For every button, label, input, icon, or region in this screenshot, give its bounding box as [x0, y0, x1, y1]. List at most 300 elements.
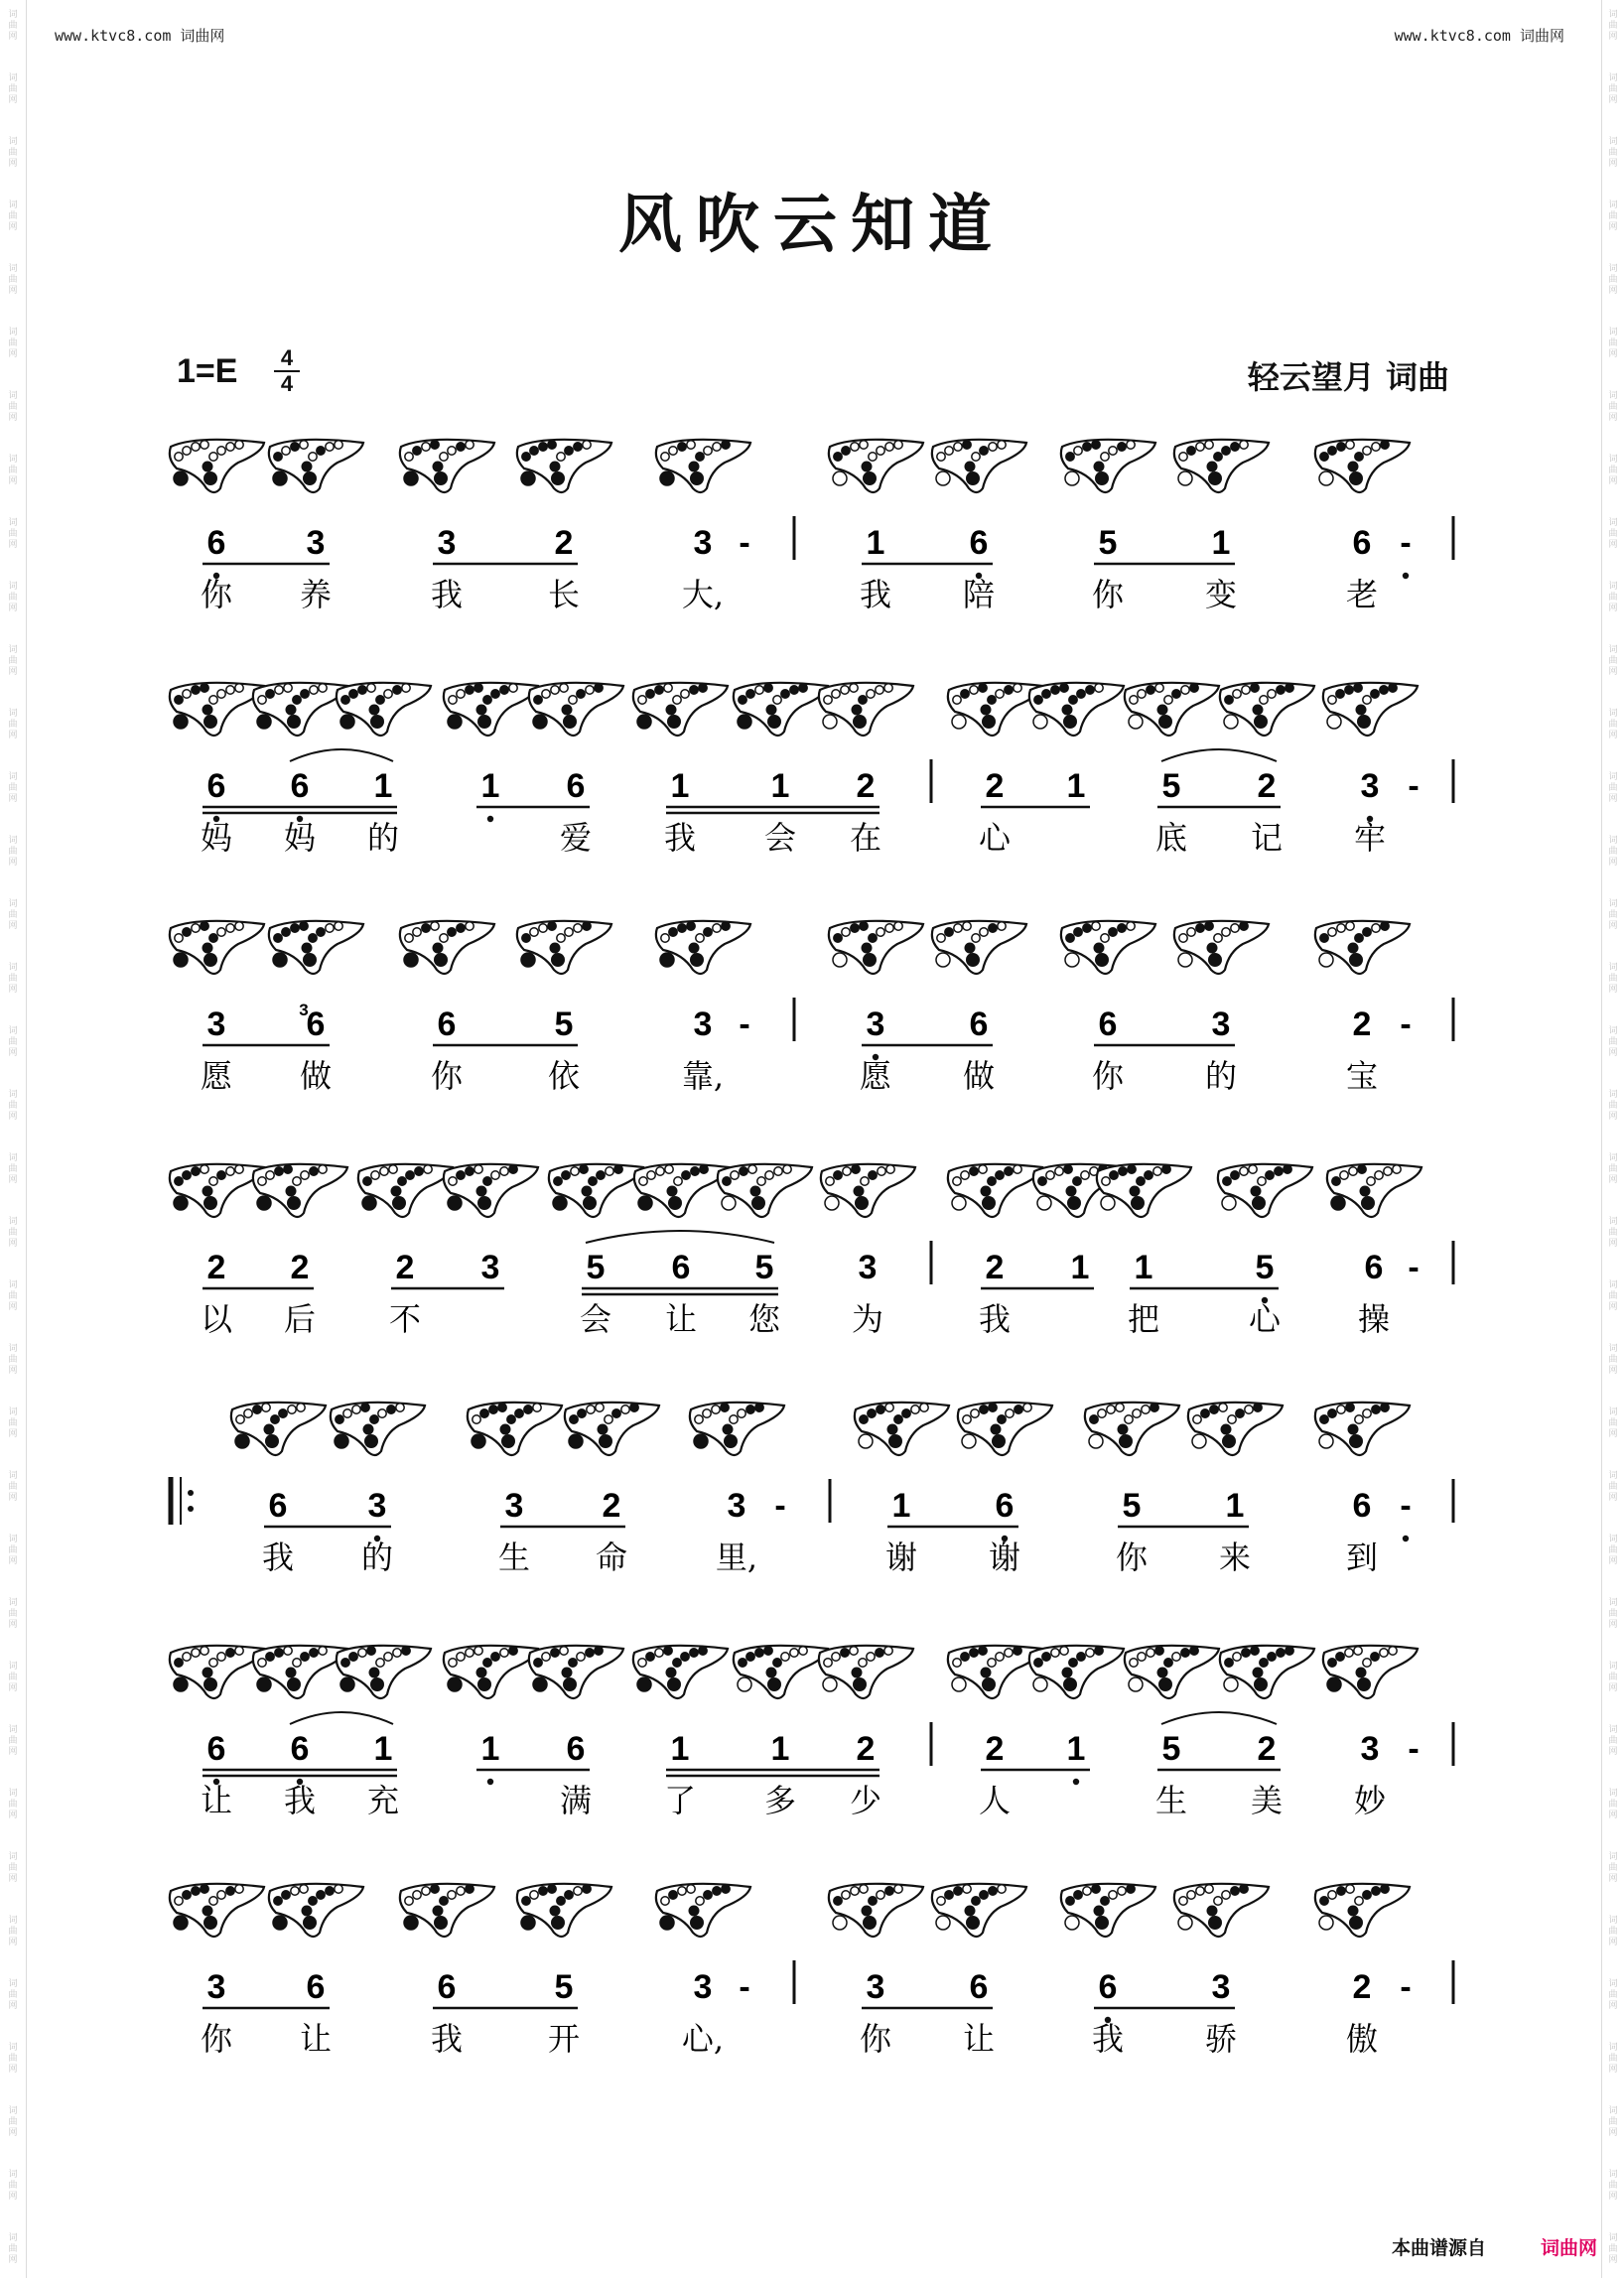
ocarina-hole: [755, 1404, 763, 1411]
ocarina-hole: [1223, 1177, 1231, 1185]
ocarina-hole: [1371, 690, 1379, 698]
ocarina-hole: [681, 1653, 689, 1661]
ocarina-hole: [457, 924, 465, 932]
ocarina-hole: [1119, 1167, 1127, 1175]
ocarina-hole: [1069, 1659, 1077, 1667]
side-watermark: 词 曲 网: [1608, 1535, 1618, 1566]
ocarina-hole: [376, 696, 384, 704]
ocarina-hole: [1157, 1668, 1168, 1678]
ocarina-hole: [282, 1891, 290, 1899]
ocarina-fingering-icon: [517, 1884, 611, 1937]
note-number: 2: [985, 1730, 1005, 1768]
ocarina-hole: [826, 1177, 834, 1185]
lyric-syllable: 以: [200, 1300, 233, 1338]
ocarina-hole: [440, 1897, 448, 1905]
ocarina-hole: [1348, 1906, 1359, 1917]
ocarina-hole: [1236, 1409, 1244, 1417]
side-watermark: 词 曲 网: [8, 10, 18, 42]
ocarina-hole: [183, 447, 191, 455]
ocarina-hole: [979, 1647, 987, 1655]
ocarina-hole: [1356, 705, 1367, 716]
note-number: 3: [206, 1005, 226, 1043]
side-watermark: 词 曲 网: [1608, 1090, 1618, 1122]
ocarina-hole: [998, 922, 1006, 930]
side-watermark: 词 曲 网: [1608, 899, 1618, 931]
ocarina-hole: [1327, 1677, 1341, 1691]
ocarina-hole: [476, 1186, 487, 1197]
ocarina-hole: [466, 1885, 474, 1893]
ocarina-hole: [690, 471, 704, 485]
ocarina-hole: [1101, 1196, 1115, 1210]
note-number: 1: [373, 767, 393, 805]
ocarina-hole: [287, 715, 301, 729]
ocarina-hole: [1063, 715, 1077, 729]
lyric-syllable: 生: [497, 1539, 531, 1576]
ocarina-hole: [203, 705, 213, 716]
note-number: 3: [1360, 767, 1380, 805]
side-watermark: 词 曲 网: [1608, 73, 1618, 105]
ocarina-hole: [851, 924, 859, 932]
lyric-syllable: 心: [978, 819, 1012, 857]
side-watermark: 词 曲 网: [8, 2106, 18, 2138]
ocarina-hole: [521, 953, 535, 967]
note-number: 2: [985, 1249, 1005, 1286]
ocarina-hole: [1332, 1177, 1340, 1185]
ocarina-hole: [203, 943, 213, 954]
ocarina-hole: [982, 715, 996, 729]
ocarina-hole: [586, 1649, 594, 1657]
note-number: 3: [866, 1968, 885, 2006]
ocarina-hole: [937, 934, 945, 942]
ocarina-hole: [422, 924, 430, 932]
ocarina-hole: [550, 943, 561, 954]
note-number: 1: [1134, 1249, 1153, 1286]
ocarina-hole: [1065, 471, 1079, 485]
note-number: 3: [206, 1968, 226, 2006]
ocarina-hole: [1116, 1404, 1124, 1411]
note-number: 6: [206, 524, 226, 562]
note-number: 6: [671, 1249, 691, 1286]
footer-brand-link[interactable]: 词曲网: [1541, 2237, 1598, 2259]
ocarina-hole: [1231, 1887, 1239, 1895]
ocarina-hole: [982, 1196, 996, 1210]
ocarina-fingering-icon: [269, 921, 363, 974]
ocarina-hole: [1358, 1165, 1366, 1173]
ocarina-hole: [434, 953, 448, 967]
ocarina-hole: [534, 696, 542, 704]
ocarina-hole: [301, 1653, 309, 1661]
ocarina-hole: [284, 684, 292, 692]
ocarina-hole: [548, 1885, 556, 1893]
ocarina-hole: [656, 1167, 664, 1175]
note-number: 2: [290, 1249, 310, 1286]
ocarina-hole: [192, 924, 200, 932]
side-watermark: 词 曲 网: [8, 709, 18, 740]
ocarina-hole: [970, 1167, 978, 1175]
lyric-syllable: 里,: [715, 1539, 758, 1576]
ocarina-hole: [790, 686, 798, 694]
ocarina-hole: [980, 928, 988, 936]
ocarina-hole: [562, 705, 573, 716]
ocarina-hole: [952, 1196, 966, 1210]
ocarina-hole: [491, 690, 499, 698]
ocarina-hole: [854, 1186, 865, 1197]
ocarina-hole: [301, 690, 309, 698]
ocarina-fingering-icon: [1220, 683, 1314, 736]
ocarina-hole: [1240, 1167, 1248, 1175]
ocarina-hole: [1372, 443, 1380, 451]
ocarina-hole: [1133, 1409, 1141, 1417]
ocarina-hole: [878, 1167, 885, 1175]
ocarina-hole: [175, 1659, 183, 1667]
ocarina-hole: [258, 1659, 266, 1667]
ocarina-hole: [422, 1887, 430, 1895]
ocarina-hole: [457, 443, 465, 451]
ocarina-fingering-icon: [1085, 1403, 1179, 1455]
ocarina-hole: [1164, 696, 1172, 704]
ocarina-fingering-icon: [400, 921, 494, 974]
ocarina-hole: [509, 1165, 517, 1173]
ocarina-hole: [1251, 684, 1259, 692]
lyric-syllable: 会: [763, 819, 797, 857]
ocarina-fingering-icon: [269, 1884, 363, 1937]
ocarina-hole: [422, 443, 430, 451]
ocarina-hole: [1187, 447, 1195, 455]
ocarina-hole: [340, 1677, 354, 1691]
ocarina-hole: [284, 1165, 292, 1173]
ocarina-hole: [767, 1677, 781, 1691]
header-left-link[interactable]: www.ktvc8.com 词曲网: [55, 27, 225, 45]
ocarina-hole: [293, 1659, 301, 1667]
ocarina-hole: [1260, 1659, 1268, 1667]
ocarina-hole: [695, 1415, 703, 1423]
ocarina-hole: [1258, 1177, 1266, 1185]
note-number: 3: [1211, 1968, 1231, 2006]
note-number: 3: [480, 1249, 500, 1286]
ocarina-hole: [1066, 1186, 1077, 1197]
ocarina-hole: [551, 1916, 565, 1930]
ocarina-hole: [1328, 696, 1336, 704]
ocarina-hole: [989, 1404, 997, 1411]
ocarina-hole: [902, 1409, 910, 1417]
ocarina-hole: [530, 447, 538, 455]
ocarina-hole: [638, 696, 646, 704]
ocarina-hole: [764, 684, 772, 692]
ocarina-hole: [349, 690, 357, 698]
ocarina-hole: [1060, 1647, 1068, 1655]
ocarina-hole: [393, 686, 401, 694]
ocarina-hole: [1381, 1404, 1389, 1411]
ocarina-hole: [1349, 1434, 1363, 1448]
ocarina-hole: [862, 1906, 873, 1917]
note-number: 6: [268, 1487, 288, 1525]
ocarina-hole: [1252, 1196, 1266, 1210]
ocarina-hole: [832, 690, 840, 698]
ocarina-hole: [1345, 686, 1353, 694]
lyric-syllable: 我: [261, 1539, 295, 1576]
ocarina-hole: [310, 686, 318, 694]
ocarina-hole: [859, 1434, 873, 1448]
ocarina-hole: [335, 1434, 348, 1448]
ocarina-hole: [952, 715, 966, 729]
ocarina-fingering-icon: [829, 1884, 923, 1937]
ocarina-hole: [384, 1653, 392, 1661]
header-right-link[interactable]: www.ktvc8.com 词曲网: [1394, 27, 1564, 45]
note-number: 1: [1066, 1730, 1086, 1768]
ocarina-hole: [1372, 1406, 1380, 1413]
ocarina-hole: [1081, 1171, 1089, 1179]
note-number: 5: [1161, 767, 1181, 805]
ocarina-hole: [713, 1887, 721, 1895]
ocarina-hole: [1074, 447, 1082, 455]
ocarina-hole: [1328, 1409, 1336, 1417]
ocarina-hole: [731, 1171, 739, 1179]
ocarina-fingering-icon: [337, 1646, 431, 1698]
ocarina-hole: [1066, 934, 1074, 942]
ocarina-hole: [596, 1404, 604, 1411]
ocarina-fingering-icon: [1029, 683, 1124, 736]
ocarina-hole: [562, 1668, 573, 1678]
ocarina-hole: [343, 1409, 351, 1417]
ocarina-hole: [1336, 1653, 1344, 1661]
ocarina-hole: [282, 447, 290, 455]
ocarina-hole: [583, 441, 591, 449]
note-number: 6: [206, 767, 226, 805]
lyric-syllable: 的: [1204, 1057, 1238, 1095]
ocarina-hole: [1074, 1891, 1082, 1899]
ocarina-hole: [614, 1165, 622, 1173]
lyric-syllable: 谢: [988, 1539, 1021, 1576]
lyric-syllable: 大,: [681, 576, 725, 613]
ocarina-hole: [203, 1916, 217, 1930]
ocarina-hole: [696, 1897, 704, 1905]
ocarina-hole: [876, 1649, 883, 1657]
side-watermark: 词 曲 网: [8, 1725, 18, 1757]
lyric-syllable: 靠,: [681, 1057, 725, 1095]
lyric-syllable: 操: [1357, 1300, 1391, 1338]
ocarina-hole: [1337, 1887, 1345, 1895]
note-number: 5: [586, 1249, 606, 1286]
ocarina-hole: [203, 1677, 217, 1691]
ocarina-hole: [203, 471, 217, 485]
ocarina-hole: [235, 441, 243, 449]
ocarina-fingering-icon: [253, 1646, 347, 1698]
ocarina-fingering-icon: [253, 683, 347, 736]
ocarina-hole: [981, 705, 992, 716]
ocarina-hole: [522, 453, 530, 461]
ocarina-hole: [491, 1653, 499, 1661]
ocarina-hole: [286, 1668, 297, 1678]
ocarina-fingering-icon: [1061, 921, 1155, 974]
ocarina-hole: [309, 453, 317, 461]
ocarina-hole: [877, 928, 884, 936]
ocarina-hole: [1051, 686, 1059, 694]
ocarina-hole: [1164, 1659, 1172, 1667]
lyric-syllable: 妈: [283, 819, 317, 857]
ocarina-hole: [1224, 715, 1238, 729]
ocarina-hole: [739, 1659, 746, 1667]
ocarina-hole: [553, 1196, 567, 1210]
ocarina-hole: [466, 1649, 474, 1657]
ocarina-hole: [850, 1647, 858, 1655]
ocarina-hole: [862, 943, 873, 954]
ocarina-hole: [551, 686, 559, 694]
ocarina-hole: [637, 1677, 651, 1691]
ocarina-hole: [862, 462, 873, 472]
ocarina-hole: [1222, 447, 1230, 455]
side-watermark: 词 曲 网: [8, 1280, 18, 1312]
side-watermark: 词 曲 网: [8, 1471, 18, 1503]
ocarina-hole: [667, 1186, 678, 1197]
ocarina-hole: [1242, 686, 1250, 694]
ocarina-hole: [1110, 1171, 1118, 1179]
ocarina-hole: [690, 953, 704, 967]
ocarina-hole: [721, 1404, 729, 1411]
ocarina-hole: [1005, 1649, 1013, 1657]
ocarina-hole: [302, 943, 313, 954]
ocarina-hole: [405, 453, 413, 461]
lyric-syllable: 骄: [1204, 2020, 1238, 2058]
ocarina-hole: [1349, 953, 1363, 967]
note-number: 2: [856, 767, 876, 805]
side-watermark: 词 曲 网: [8, 264, 18, 296]
ocarina-hole: [894, 1415, 902, 1423]
ocarina-hole: [1240, 441, 1248, 449]
ocarina-hole: [998, 1415, 1006, 1423]
ocarina-hole: [638, 1196, 652, 1210]
ocarina-hole: [1065, 953, 1079, 967]
ocarina-hole: [226, 1887, 234, 1895]
ocarina-hole: [885, 1887, 893, 1895]
side-watermark: 词 曲 网: [1608, 1407, 1618, 1439]
ocarina-hole: [1172, 1653, 1180, 1661]
lyric-syllable: 人: [978, 1782, 1012, 1819]
ocarina-hole: [474, 684, 482, 692]
ocarina-hole: [310, 1649, 318, 1657]
ocarina-hole: [236, 1415, 244, 1423]
ocarina-hole: [1331, 1196, 1345, 1210]
lyric-syllable: 老: [1345, 576, 1379, 613]
ocarina-hole: [539, 1887, 547, 1895]
ocarina-hole: [853, 715, 867, 729]
ocarina-hole: [476, 705, 487, 716]
side-watermark: 词 曲 网: [8, 1217, 18, 1249]
side-watermark: 词 曲 网: [1608, 2170, 1618, 2202]
ocarina-hole: [574, 443, 582, 451]
ocarina-hole: [696, 934, 704, 942]
ocarina-hole: [783, 1165, 791, 1173]
ocarina-hole: [1046, 1171, 1054, 1179]
side-watermark: 词 曲 网: [1608, 582, 1618, 613]
lyric-syllable: 我: [1091, 2020, 1125, 2058]
ocarina-hole: [1207, 943, 1218, 954]
ocarina-hole: [1355, 1897, 1363, 1905]
ocarina-hole: [477, 1677, 491, 1691]
note-number: 6: [969, 1005, 989, 1043]
lyric-syllable: 后: [283, 1300, 317, 1338]
side-watermark: 词 曲 网: [8, 137, 18, 169]
ocarina-hole: [667, 715, 681, 729]
ocarina-hole: [565, 928, 573, 936]
ocarina-hole: [665, 1165, 673, 1173]
ocarina-hole: [894, 1885, 902, 1893]
ocarina-hole: [449, 1659, 457, 1667]
ocarina-hole: [302, 462, 313, 472]
ocarina-hole: [300, 441, 308, 449]
ocarina-hole: [1214, 934, 1222, 942]
ocarina-hole: [704, 1891, 712, 1899]
ocarina-hole: [660, 471, 674, 485]
ocarina-hole: [1127, 1885, 1135, 1893]
ocarina-hole: [694, 1434, 708, 1448]
ocarina-hole: [358, 686, 366, 694]
ocarina-hole: [1119, 1434, 1133, 1448]
ocarina-hole: [722, 1885, 730, 1893]
ocarina-hole: [271, 1415, 279, 1423]
ocarina-hole: [1196, 1887, 1204, 1895]
ocarina-hole: [1357, 1677, 1371, 1691]
ocarina-hole: [1095, 1916, 1109, 1930]
ocarina-hole: [361, 1404, 369, 1411]
ocarina-hole: [595, 684, 603, 692]
ocarina-hole: [175, 696, 183, 704]
ocarina-hole: [293, 696, 301, 704]
ocarina-hole: [863, 1916, 877, 1930]
ocarina-hole: [326, 443, 334, 451]
ocarina-hole: [1014, 1165, 1021, 1173]
ocarina-hole: [888, 1434, 902, 1448]
ocarina-hole: [1034, 1659, 1042, 1667]
ocarina-hole: [765, 1171, 773, 1179]
lyric-syllable: 你: [1091, 1057, 1125, 1095]
lyric-syllable: 变: [1204, 576, 1238, 613]
ocarina-hole: [1095, 471, 1109, 485]
note-number: 1: [891, 1487, 911, 1525]
ocarina-hole: [646, 1653, 654, 1661]
ocarina-hole: [1101, 453, 1109, 461]
ocarina-hole: [253, 1406, 261, 1413]
note-number: 1: [373, 1730, 393, 1768]
ocarina-hole: [1361, 1196, 1375, 1210]
ocarina-hole: [1349, 1167, 1357, 1175]
side-watermark: 词 曲 网: [8, 455, 18, 486]
side-watermark: 词 曲 网: [8, 1535, 18, 1566]
ocarina-fingering-icon: [565, 1403, 659, 1455]
lyric-syllable: 长: [547, 576, 581, 613]
ocarina-hole: [597, 1171, 605, 1179]
ocarina-hole: [966, 471, 980, 485]
ocarina-hole: [583, 1196, 597, 1210]
ocarina-hole: [1107, 1406, 1115, 1413]
ocarina-hole: [489, 1406, 497, 1413]
note-number: 5: [1122, 1487, 1142, 1525]
ocarina-hole: [498, 1404, 506, 1411]
ocarina-hole: [448, 1196, 462, 1210]
ocarina-hole: [1277, 686, 1285, 694]
ocarina-hole: [982, 1677, 996, 1691]
note-number: 2: [554, 524, 574, 562]
ocarina-hole: [317, 447, 325, 455]
ocarina-hole: [877, 1891, 884, 1899]
ocarina-hole: [989, 924, 997, 932]
ocarina-hole: [1277, 1649, 1285, 1657]
lyric-syllable: 让: [664, 1300, 698, 1338]
ocarina-hole: [1137, 1177, 1145, 1185]
ocarina-hole: [1153, 1167, 1161, 1175]
ocarina-fingering-icon: [170, 1646, 264, 1698]
ocarina-hole: [1201, 1409, 1209, 1417]
ocarina-fingering-icon: [819, 683, 913, 736]
